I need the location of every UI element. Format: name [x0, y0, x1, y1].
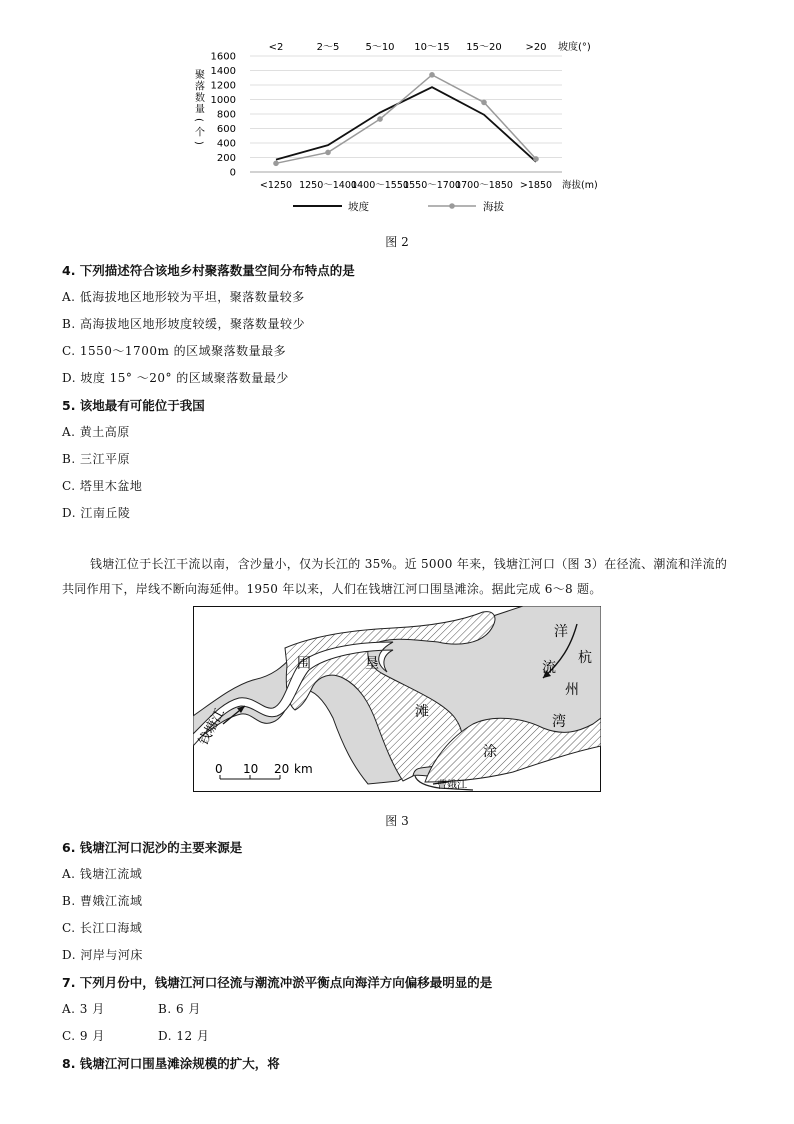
y-axis-label-char: ( — [193, 118, 204, 122]
question-6-option-a: A. 钱塘江流域 — [62, 867, 143, 881]
label-qiantang-river: 钱塘江 — [196, 706, 228, 748]
bottom-category-label: >1850 — [519, 180, 553, 191]
label-ken: 垦 — [365, 656, 379, 672]
passage-paragraph: 钱塘江位于长江干流以南，含沙量小，仅为长江的 35%。近 5000 年来，钱塘江河口（图 3）在径流、潮流和洋流的共同作用下，岸线不断向海延伸。1950 年以来，人们在钱塘江河口围垦滩涂。据此完成 6～8 题。 — [62, 557, 728, 596]
altitude-point — [481, 100, 487, 106]
question-7-option-c: C. 9 月 — [62, 1029, 105, 1043]
question-4-option-b: B. 高海拔地区地形坡度较缓，聚落数量较少 — [62, 317, 305, 331]
label-tan: 滩 — [415, 704, 429, 720]
bottom-category-label: 1250～1400 — [299, 180, 357, 191]
question-6-stem: 6. 钱塘江河口泥沙的主要来源是 — [62, 840, 243, 855]
label-hang: 杭 — [578, 650, 592, 666]
altitude-point — [429, 72, 435, 78]
question-7-option-b: B. 6 月 — [158, 1002, 201, 1016]
altitude-point — [377, 116, 383, 122]
bottom-category-label: 1700～1850 — [455, 180, 513, 191]
top-category-label: >20 — [525, 42, 547, 53]
label-liu: 流 — [542, 660, 556, 676]
top-axis-label: 坡度(°) — [558, 42, 591, 53]
qiantang-estuary-map — [193, 606, 601, 792]
scale-tick-0: 0 — [215, 762, 223, 776]
question-5-option-b: B. 三江平原 — [62, 452, 130, 466]
y-axis-label — [193, 69, 205, 145]
question-7-option-a: A. 3 月 — [62, 1002, 105, 1016]
bottom-axis-label: 海拔(m) — [562, 180, 598, 191]
top-category-label: 10～15 — [414, 42, 450, 53]
question-6-option-c: C. 长江口海域 — [62, 921, 143, 935]
question-4-option-a: A. 低海拔地区地形较为平坦，聚落数量较多 — [62, 290, 305, 304]
bottom-category-label: 1550～1700 — [403, 180, 461, 191]
question-5-option-c: C. 塔里木盆地 — [62, 479, 143, 493]
top-category-label: <2 — [268, 42, 284, 53]
y-axis-label-char: 聚 — [195, 70, 205, 81]
question-4-option-c: C. 1550～1700m 的区域聚落数量最多 — [62, 344, 287, 358]
question-5-stem: 5. 该地最有可能位于我国 — [62, 398, 205, 413]
altitude-point — [325, 150, 331, 156]
scale-unit: km — [294, 762, 313, 776]
top-category-label: 2～5 — [316, 42, 340, 53]
figure-2-caption: 图 2 — [385, 235, 409, 249]
y-tick-label: 0 — [229, 167, 236, 179]
question-7-stem: 7. 下列月份中，钱塘江河口径流与潮流冲淤平衡点向海洋方向偏移最明显的是 — [62, 975, 493, 990]
question-7-option-d: D. 12 月 — [158, 1029, 210, 1043]
question-4-option-d: D. 坡度 15° ～20° 的区域聚落数量最少 — [62, 371, 289, 385]
y-axis-label-char: 个 — [195, 127, 205, 139]
top-category-label: 15～20 — [466, 42, 502, 53]
series-line-slope — [276, 87, 536, 162]
top-category-label: 5～10 — [365, 42, 395, 53]
question-8-stem: 8. 钱塘江河口围垦滩涂规模的扩大，将 — [62, 1056, 280, 1071]
y-axis-label-char: 量 — [195, 104, 205, 116]
label-tu: 涂 — [483, 744, 497, 760]
y-tick-label: 800 — [216, 109, 236, 121]
label-wei: 围 — [297, 656, 311, 672]
y-tick-label: 1400 — [210, 66, 236, 77]
y-axis-label-char: ) — [193, 141, 204, 145]
y-axis-label-char: 数 — [195, 93, 205, 104]
legend-marker-altitude — [449, 203, 455, 209]
settlement-line-chart — [190, 34, 620, 224]
altitude-point — [273, 161, 279, 167]
altitude-point — [533, 156, 539, 162]
label-wan: 湾 — [552, 714, 566, 730]
y-tick-label: 600 — [216, 124, 236, 135]
scale-tick-20: 20 — [274, 762, 290, 776]
figure-3-caption: 图 3 — [385, 814, 409, 828]
y-tick-label: 1000 — [210, 95, 236, 106]
series-line-altitude — [276, 75, 536, 163]
label-zhou: 州 — [565, 682, 579, 698]
question-4-stem: 4. 下列描述符合该地乡村聚落数量空间分布特点的是 — [62, 263, 355, 278]
question-6-option-d: D. 河岸与河床 — [62, 948, 143, 962]
question-6-option-b: B. 曹娥江流域 — [62, 894, 143, 908]
y-tick-label: 1600 — [210, 51, 236, 63]
y-tick-label: 400 — [216, 138, 236, 150]
legend-label-slope: 坡度 — [348, 201, 369, 213]
y-tick-label: 200 — [216, 153, 236, 164]
label-caoe-river: 曹娥江 — [437, 780, 467, 791]
y-axis-label-char: 落 — [195, 81, 205, 93]
label-yang: 洋 — [554, 624, 568, 640]
question-5-option-d: D. 江南丘陵 — [62, 506, 131, 520]
bottom-category-label: 1400～1550 — [351, 180, 409, 191]
question-5-option-a: A. 黄土高原 — [62, 425, 130, 439]
legend-label-altitude: 海拔 — [483, 201, 504, 213]
y-tick-label: 1200 — [210, 80, 236, 92]
bottom-category-label: <1250 — [259, 180, 293, 191]
scale-tick-10: 10 — [243, 762, 259, 776]
